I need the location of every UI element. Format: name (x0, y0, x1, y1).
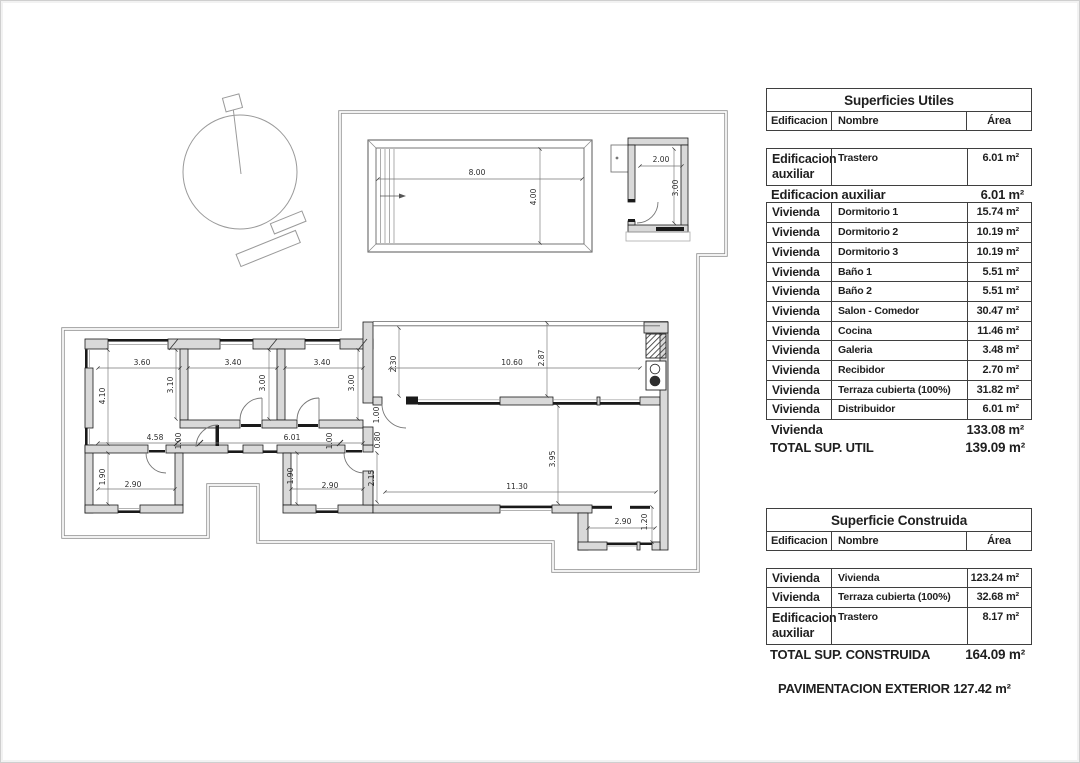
dim-label: 1.20 (640, 513, 649, 531)
col-header-area: Área (966, 112, 1031, 130)
table-row: Edificacion auxiliar Trastero 6.01 m² (766, 148, 1032, 186)
doorstep (626, 232, 690, 241)
table-title: Superficies Utiles (766, 88, 1032, 112)
table-row: Vivienda Distribuidor 6.01 m² (766, 399, 1032, 420)
table-header-row (766, 532, 1032, 551)
tree-circle (183, 115, 297, 229)
superficie-construida-table (766, 508, 1032, 664)
dim-label: 6.01 (283, 433, 301, 442)
dim-label: 3.00 (671, 179, 680, 197)
swimming-pool (368, 140, 592, 252)
dim-label: 1.00 (174, 432, 183, 450)
table-row: Vivienda Recibidor 2.70 m² (766, 360, 1032, 381)
col-header-edificacion: Edificacion (771, 535, 828, 547)
total-sup-construida-row: TOTAL SUP. CONSTRUIDA 164.09 m² (770, 647, 1025, 663)
dim-label: 3.00 (258, 374, 267, 392)
col-header-nombre: Nombre (831, 112, 966, 130)
stove (646, 334, 666, 358)
table-row: Vivienda Dormitorio 3 10.19 m² (766, 242, 1032, 263)
subtotal-vivienda-row: Vivienda 133.08 m² (771, 421, 1024, 437)
dim-label: 3.40 (313, 358, 331, 367)
superficies-utiles-table (766, 88, 1032, 457)
dim-label: 2.87 (537, 349, 546, 367)
col-header-edificacion: Edificacion (771, 115, 828, 127)
pavimentacion-exterior-label: PAVIMENTACION EXTERIOR 127.42 m² (778, 681, 1011, 696)
dim-label: 2.30 (389, 355, 398, 373)
dim-label: 0.80 (373, 431, 382, 449)
dim-label: 2.15 (367, 469, 376, 487)
table-row: Vivienda Cocina 11.46 m² (766, 321, 1032, 342)
dim-label: 3.60 (133, 358, 151, 367)
table-title: Superficie Construida (766, 508, 1032, 532)
table-row: Vivienda Baño 1 5.51 m² (766, 262, 1032, 283)
dim-label: 8.00 (468, 168, 486, 177)
table-header-row (766, 112, 1032, 131)
dim-label: 11.30 (506, 482, 528, 491)
dim-label: 4.10 (98, 387, 107, 405)
dim-label: 4.00 (529, 188, 538, 206)
dim-label: 3.00 (347, 374, 356, 392)
dim-label: 1.00 (372, 406, 381, 424)
kitchen-fixtures (646, 334, 666, 390)
subtotal-auxiliar-row: Edificacion auxiliar 6.01 m² (771, 187, 1024, 203)
table-row: Vivienda Galeria 3.48 m² (766, 340, 1032, 361)
table-row: Edificacion auxiliar Trastero 8.17 m² (766, 607, 1032, 645)
total-sup-util-row: TOTAL SUP. UTIL 139.09 m² (770, 440, 1025, 456)
dim-label: 2.90 (124, 480, 142, 489)
dim-label: 2.00 (652, 155, 670, 164)
dim-label: 10.60 (501, 358, 523, 367)
table-row: Vivienda Salon - Comedor 30.47 m² (766, 301, 1032, 322)
dim-label: 3.40 (224, 358, 242, 367)
dim-label: 2.90 (614, 517, 632, 526)
table-row: Vivienda Vivienda 123.24 m² (766, 568, 1032, 589)
door-swing-arc (637, 202, 658, 223)
dim-label: 1.90 (98, 468, 107, 486)
table-row: Vivienda Baño 2 5.51 m² (766, 281, 1032, 302)
table-row: Vivienda Dormitorio 1 15.74 m² (766, 202, 1032, 223)
terrace-edge (373, 321, 668, 325)
col-header-nombre: Nombre (831, 532, 966, 550)
dim-label: 2.90 (321, 481, 339, 490)
col-header-area: Área (966, 532, 1031, 550)
dim-label: 3.10 (166, 376, 175, 394)
table-row: Vivienda Dormitorio 2 10.19 m² (766, 222, 1032, 243)
tree-and-garden-objects (183, 94, 306, 267)
table-row: Vivienda Terraza cubierta (100%) 32.68 m² (766, 587, 1032, 608)
dim-label: 1.90 (286, 467, 295, 485)
dim-label: 4.58 (146, 433, 164, 442)
table-row: Vivienda Terraza cubierta (100%) 31.82 m² (766, 380, 1032, 401)
dim-label: 3.95 (548, 450, 557, 468)
dim-label: 1.00 (325, 432, 334, 450)
